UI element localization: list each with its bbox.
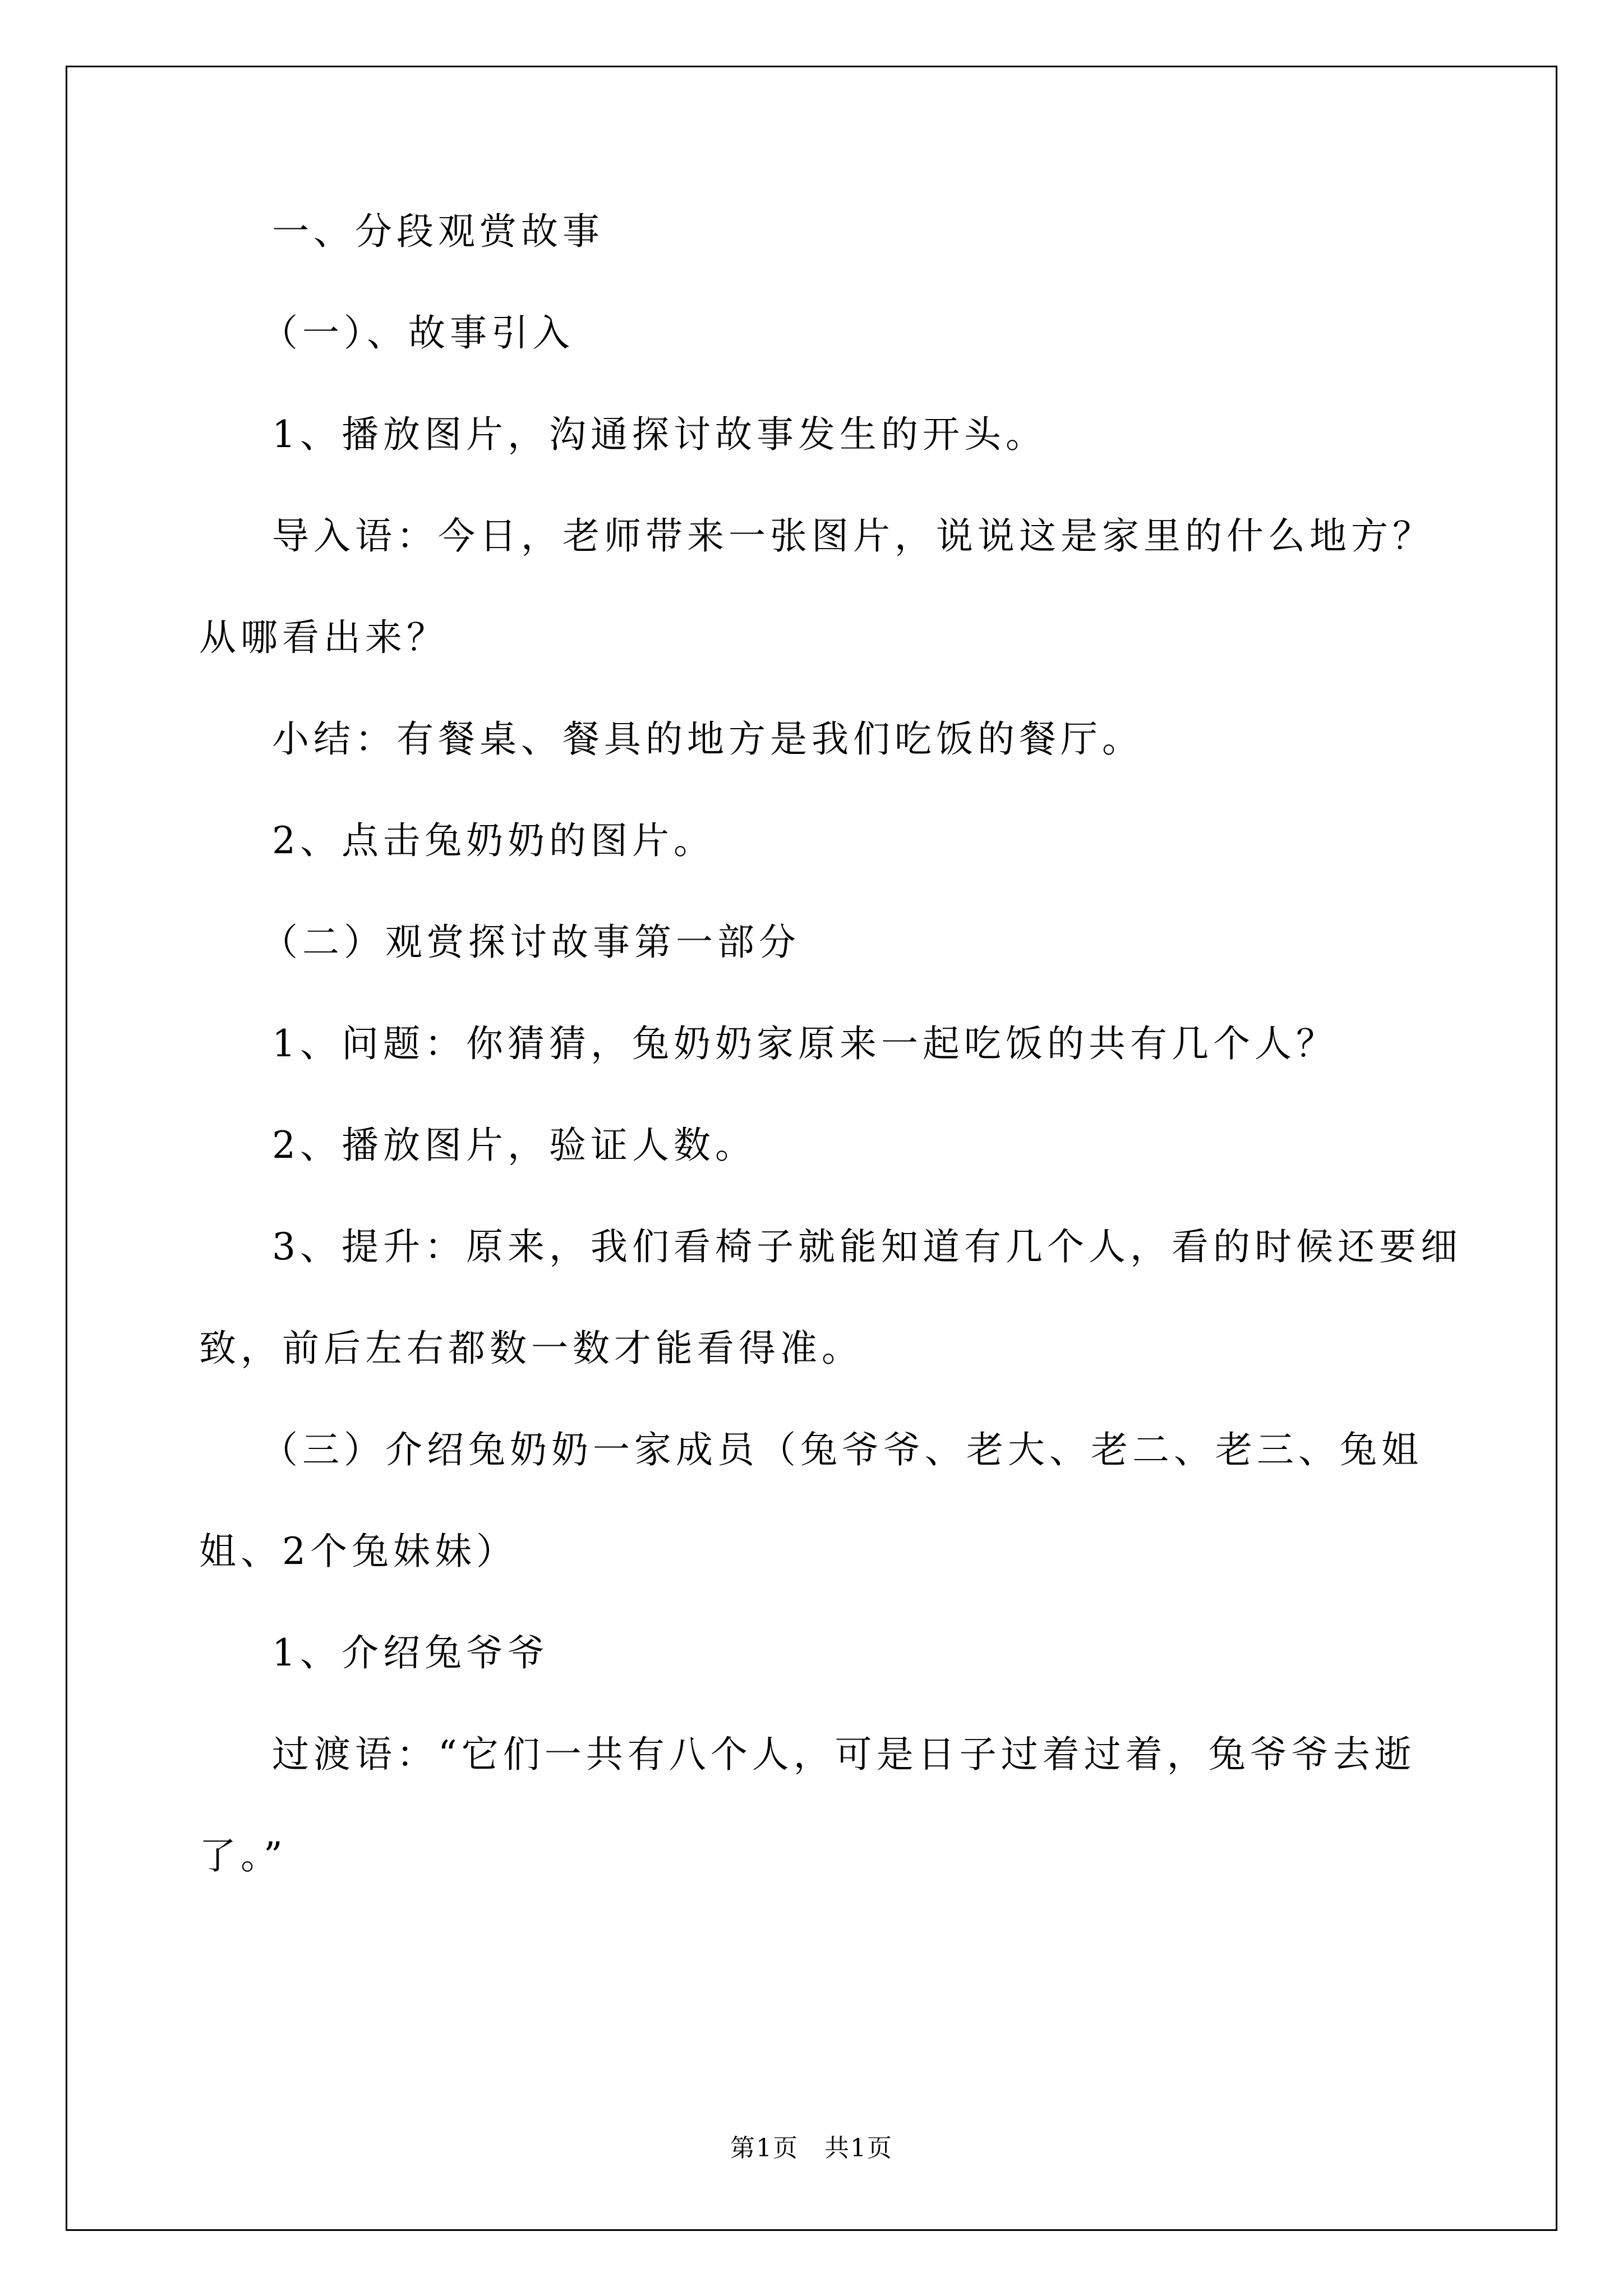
paragraph-line: 从哪看出来？ [199,616,448,659]
subsection-heading: （二）观赏探讨故事第一部分 [261,921,800,964]
paragraph-line: 3、提升：原来，我们看椅子就能知道有几个人，看的时候还要细 [272,1225,1462,1268]
paragraph: 小结：有餐桌、餐具的地方是我们吃饭的餐厅。 [272,717,1144,761]
paragraph [199,1428,1433,1573]
paragraph-line: 过渡语：“它们一共有八个人，可是日子过着过着，兔爷爷去逝 [272,1733,1416,1776]
paragraph-line: 了。” [199,1834,287,1878]
document-body [199,210,1462,1939]
paragraph-line: 致，前后左右都数一数才能看得准。 [199,1327,863,1370]
paragraph [199,1733,1433,1878]
paragraph-line: （三）介绍兔奶奶一家成员（兔爷爷、老大、老二、老三、兔姐 [261,1428,1423,1471]
paragraph: 1、问题：你猜猜，兔奶奶家原来一起吃饭的共有几个人？ [272,1022,1338,1065]
paragraph: 2、点击兔奶奶的图片。 [272,819,715,862]
page-number-footer: 第1页 共1页 [730,2134,893,2162]
paragraph: 2、播放图片，验证人数。 [272,1124,757,1167]
paragraph [199,1225,1462,1370]
paragraph: 1、介绍兔爷爷 [272,1631,549,1674]
paragraph-line: 导入语：今日，老师带来一张图片，说说这是家里的什么地方？ [272,514,1434,558]
subsection-heading: （一）、故事引入 [261,311,574,355]
section-heading: 一、分段观赏故事 [272,210,604,253]
paragraph: 1、播放图片，沟通探讨故事发生的开头。 [272,413,1047,456]
paragraph [199,514,1434,659]
paragraph-line: 姐、2个兔妹妹） [199,1530,518,1573]
